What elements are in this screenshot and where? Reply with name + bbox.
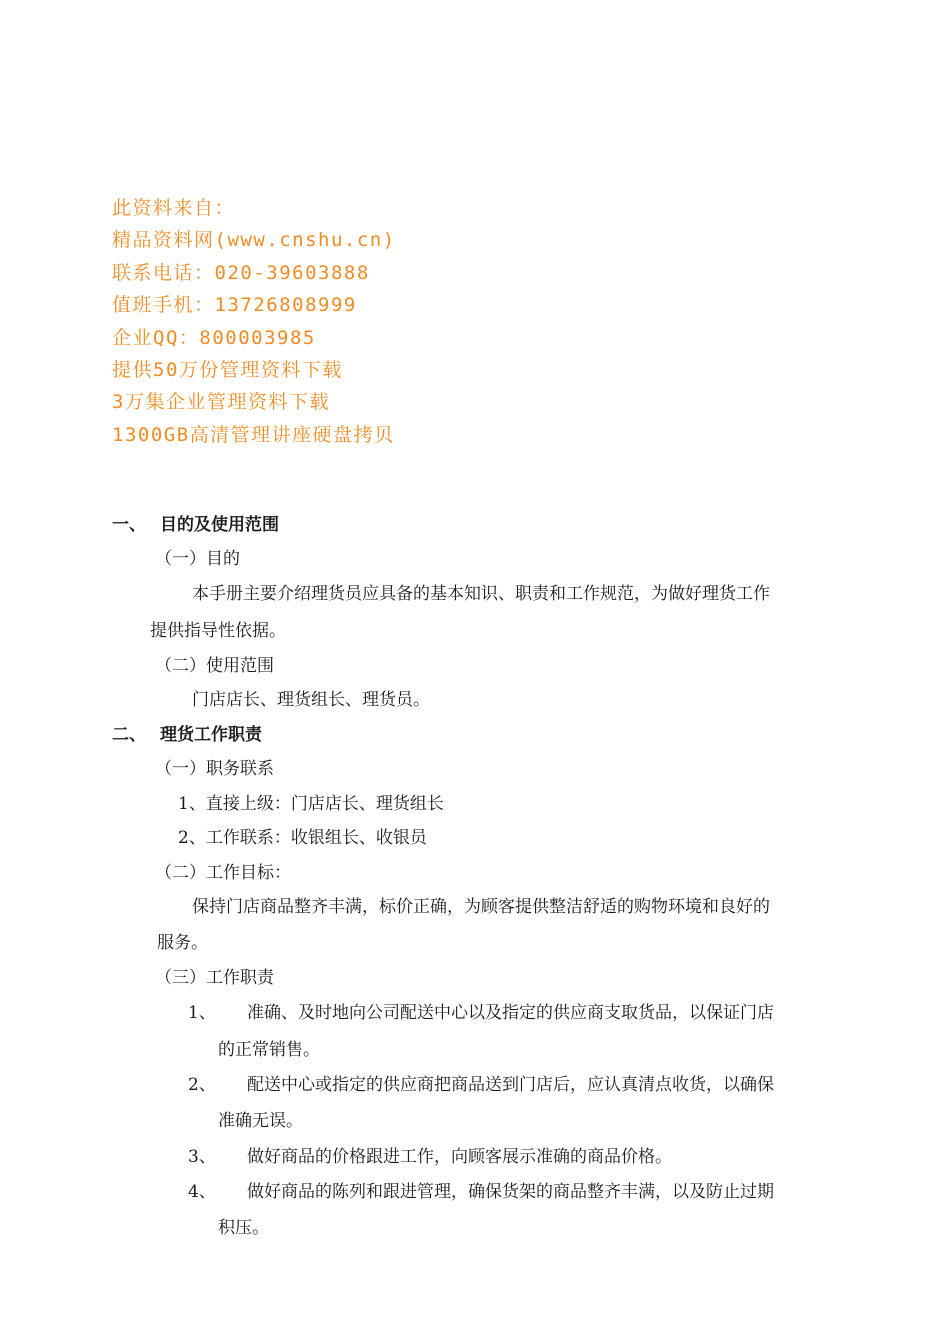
section-2-number: 二、	[112, 725, 146, 745]
duty-item-1-line-2: 的正常销售。	[218, 1040, 320, 1060]
promo-line-qq: 企业QQ：800003985	[112, 326, 316, 349]
promo-line-website: 精品资料网(www.cnshu.cn)	[112, 229, 396, 252]
section-1-sub-1-label: （一）目的	[155, 549, 240, 569]
promo-line-source: 此资料来自：	[112, 197, 236, 219]
duty-item-3-line-1: 做好商品的价格跟进工作，向顾客展示准确的商品价格。	[247, 1147, 672, 1167]
promo-line-offer-2: 3万集企业管理资料下载	[112, 391, 330, 414]
section-1-sub-2-label: （二）使用范围	[155, 656, 274, 676]
section-1-sub-2-body: 门店店长、理货组长、理货员。	[192, 690, 430, 710]
duty-item-4-line-1: 做好商品的陈列和跟进管理，确保货架的商品整齐丰满，以及防止过期	[247, 1182, 774, 1202]
section-2-sub-1-item-1: 1、直接上级：门店店长、理货组长	[178, 794, 444, 814]
section-1-title: 目的及使用范围	[160, 515, 279, 535]
section-1-number: 一、	[112, 515, 146, 535]
duty-item-1-number: 1、	[188, 1003, 216, 1023]
duty-item-4-number: 4、	[188, 1182, 216, 1202]
section-2-sub-1-item-2: 2、工作联系：收银组长、收银员	[178, 828, 427, 848]
section-1-sub-1-body-line-2: 提供指导性依据。	[150, 621, 286, 641]
section-2-sub-2-label: （二）工作目标：	[155, 863, 291, 883]
promo-line-offer-3: 1300GB高清管理讲座硬盘拷贝	[112, 423, 395, 446]
section-2-sub-1-label: （一）职务联系	[155, 759, 274, 779]
section-2-sub-2-body-line-1: 保持门店商品整齐丰满，标价正确，为顾客提供整洁舒适的购物环境和良好的	[192, 897, 770, 917]
section-2-sub-2-body-line-2: 服务。	[157, 933, 208, 953]
duty-item-2-line-1: 配送中心或指定的供应商把商品送到门店后，应认真清点收货，以确保	[247, 1075, 774, 1095]
section-2-title: 理货工作职责	[160, 725, 262, 745]
section-2-sub-3-label: （三）工作职责	[155, 968, 274, 988]
promo-line-mobile: 值班手机：13726808999	[112, 294, 357, 317]
promo-line-offer-1: 提供50万份管理资料下载	[112, 358, 343, 381]
duty-item-2-line-2: 准确无误。	[218, 1111, 303, 1131]
duty-item-1-line-1: 准确、及时地向公司配送中心以及指定的供应商支取货品，以保证门店	[247, 1003, 774, 1023]
promo-block	[112, 192, 396, 451]
duty-item-4-line-2: 积压。	[218, 1218, 269, 1238]
duty-item-3-number: 3、	[188, 1147, 216, 1167]
section-1-sub-1-body-line-1: 本手册主要介绍理货员应具备的基本知识、职责和工作规范，为做好理货工作	[192, 584, 770, 604]
duty-item-2-number: 2、	[188, 1075, 216, 1095]
promo-line-phone: 联系电话：020-39603888	[112, 261, 370, 284]
